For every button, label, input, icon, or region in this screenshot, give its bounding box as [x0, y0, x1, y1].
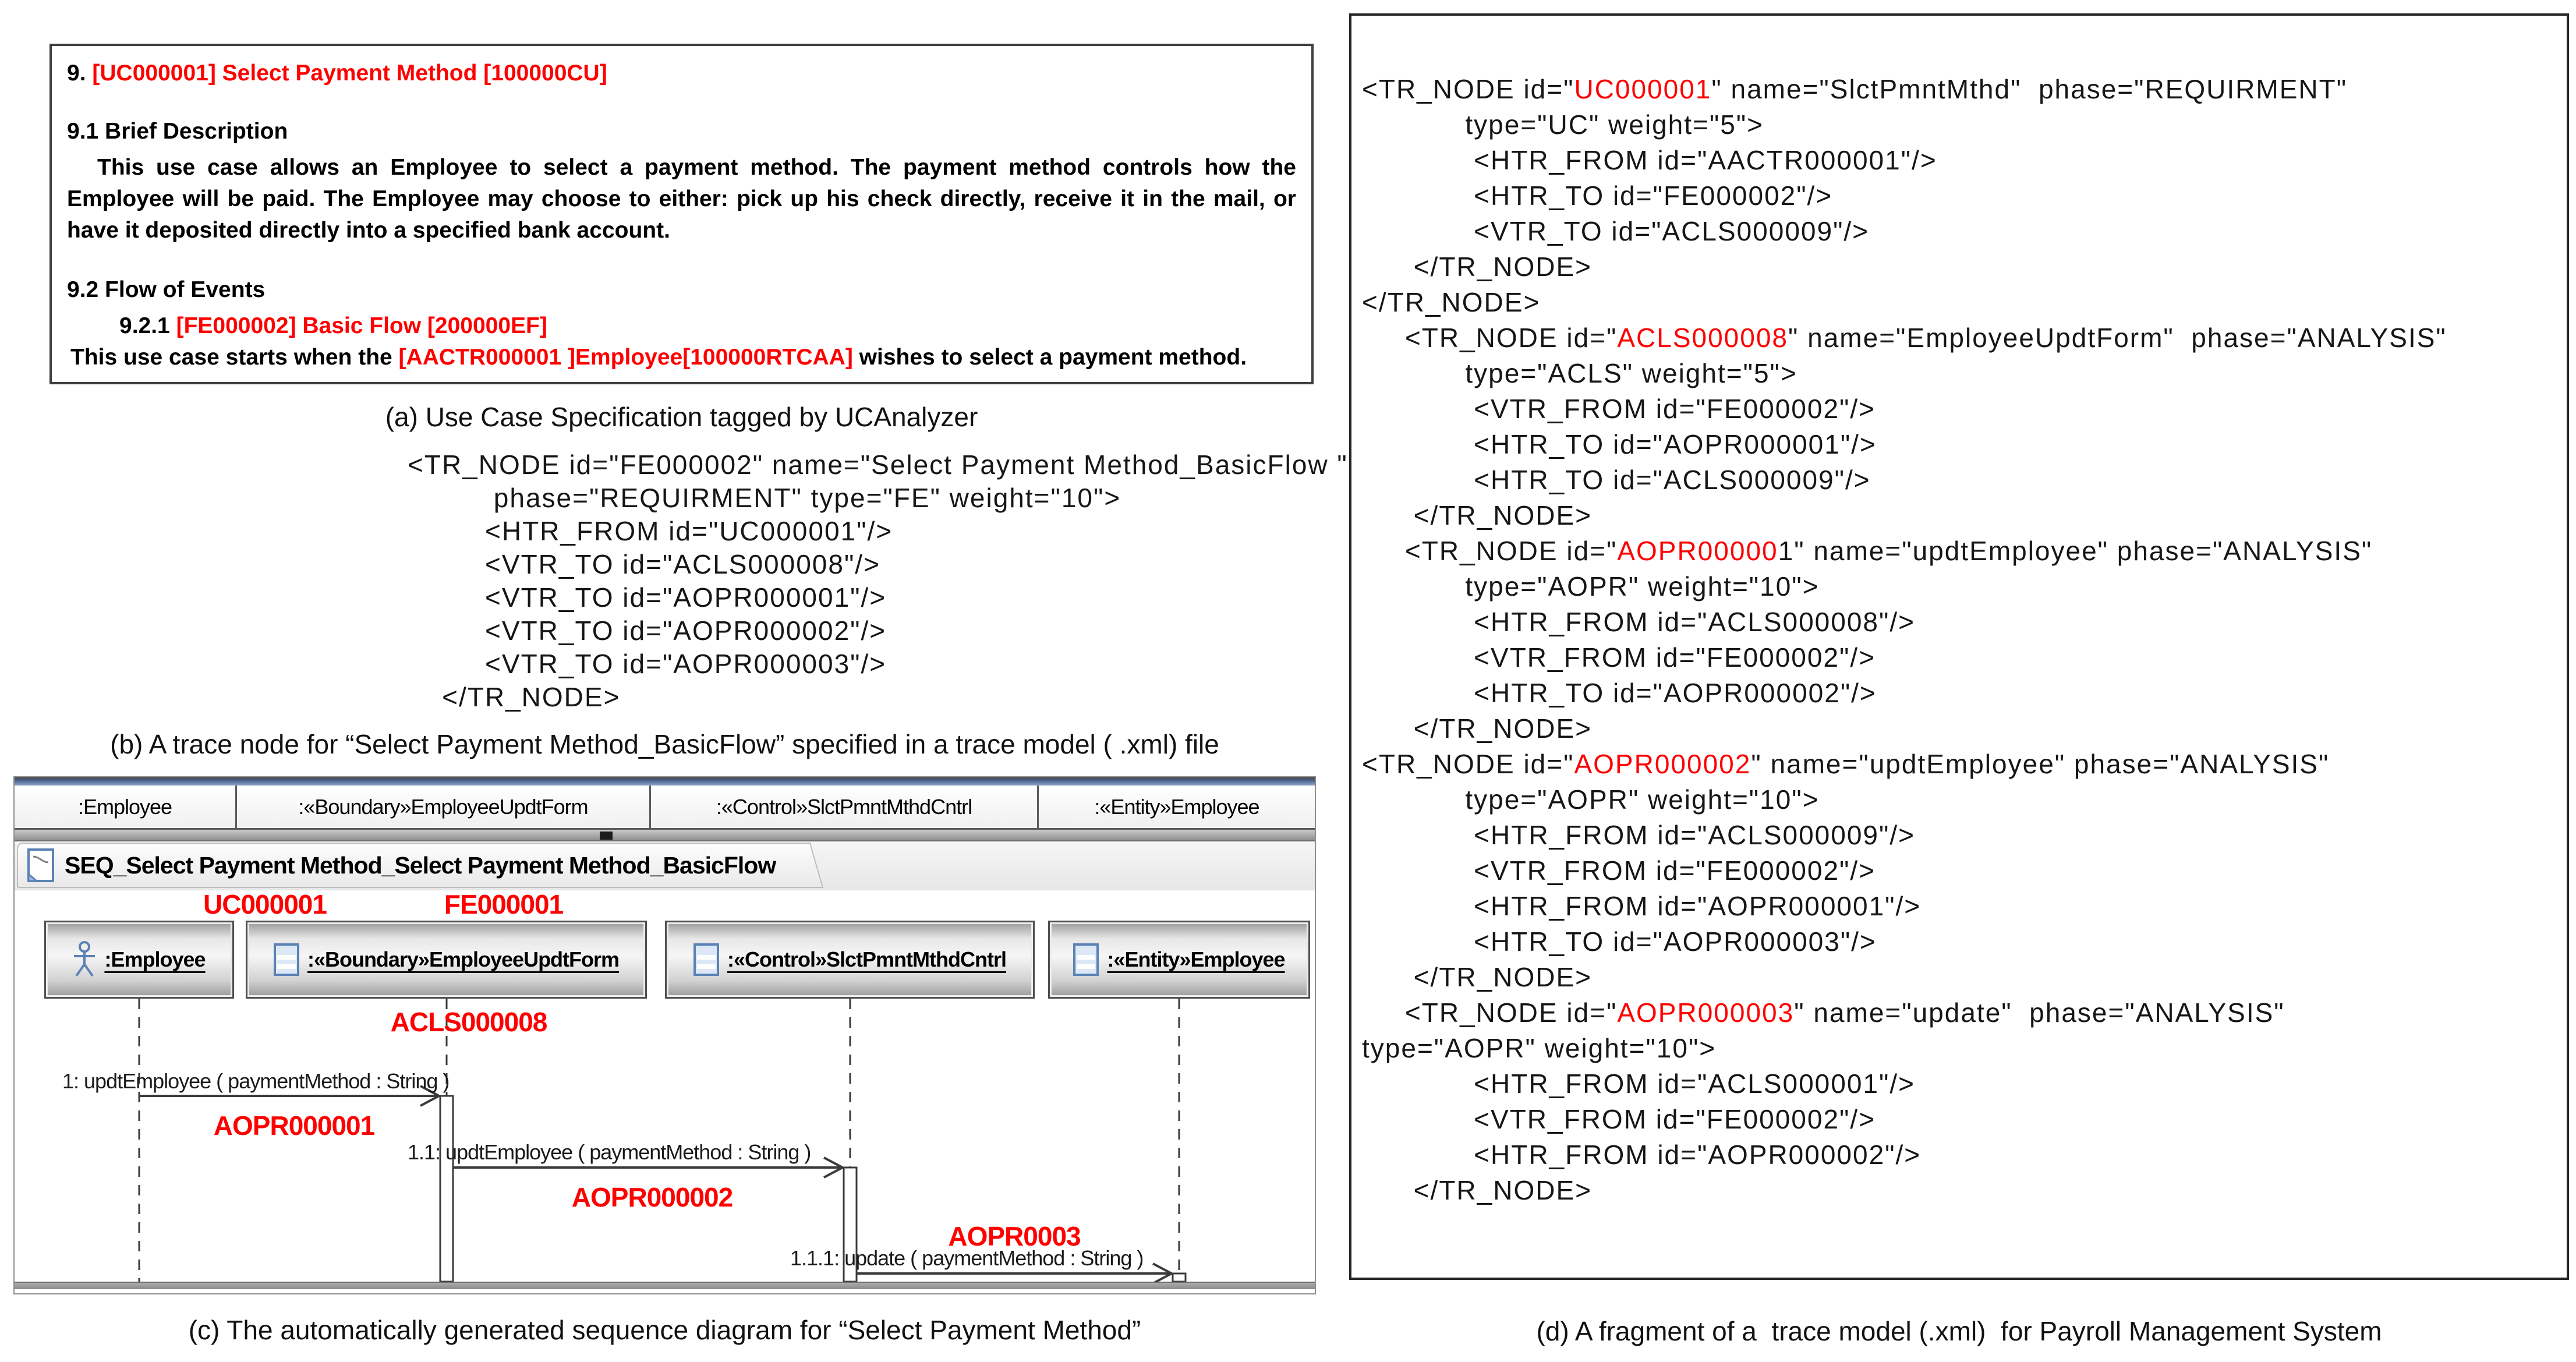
code-line: <HTR_FROM id="ACLS000001"/> [1362, 1069, 1915, 1099]
caption-a: (a) Use Case Specification tagged by UCAnalyzer [385, 402, 978, 432]
class-icon [693, 943, 719, 976]
window-top-strip [15, 777, 1315, 786]
code-line: </TR_NODE> [1362, 1175, 1592, 1205]
trace-node-code [408, 448, 1348, 714]
trace-id-aopr0003: AOPR0003 [948, 1221, 1081, 1251]
class-icon [1073, 943, 1099, 976]
class-icon [274, 943, 299, 976]
actor-icon [73, 941, 96, 978]
code-line: <HTR_FROM id="ACLS000008"/> [1362, 607, 1915, 637]
code-line: <HTR_FROM id="UC000001"/> [408, 516, 893, 546]
trace-id-fe000001: FE000001 [444, 889, 564, 919]
code-line: <TR_NODE id="AOPR000001" name="updtEmployee" phase="ANALYSIS" [1362, 536, 2373, 566]
caption-b: (b) A trace node for “Select Payment Method_BasicFlow” specified in a trace model ( .xml) file [110, 729, 1219, 759]
splitter-bar [15, 830, 1315, 841]
code-line: <VTR_TO id="AOPR000002"/> [408, 615, 887, 646]
code-line: type="AOPR" weight="10"> [1362, 784, 1820, 815]
basic-flow-number: 9.2.1 [119, 313, 176, 338]
activation-boundary [440, 1096, 453, 1282]
code-line: </TR_NODE> [1362, 713, 1592, 744]
horizontal-scrollbar [15, 1282, 1315, 1289]
basic-flow-text: This use case starts when the [AACTR000001 ]Employee[100000RTCAA] wishes to select a payment method. [70, 345, 1247, 370]
code-line: <VTR_TO id="AOPR000003"/> [408, 649, 887, 679]
use-case-number: 9. [67, 61, 93, 86]
code-line: <HTR_TO id="AOPR000002"/> [1362, 678, 1877, 708]
basic-flow-heading [67, 310, 1296, 342]
code-line: <VTR_FROM id="FE000002"/> [1362, 642, 1876, 673]
activation-entity [1173, 1273, 1186, 1282]
code-line: </TR_NODE> [1362, 287, 1541, 317]
use-case-title-tagged: [UC000001] Select Payment Method [100000CU] [92, 61, 607, 86]
use-case-title [67, 58, 1296, 89]
header-control: :«Control»SlctPmntMthdCntrl [651, 786, 1039, 828]
code-line: <HTR_TO id="AOPR000001"/> [1362, 429, 1877, 459]
code-line: type="UC" weight="5"> [1362, 109, 1764, 140]
sequence-diagram-panel [13, 776, 1316, 1294]
message-1-label: 1: updtEmployee ( paymentMethod : String ) [62, 1069, 450, 1093]
code-line: type="ACLS" weight="5"> [1362, 358, 1797, 388]
brief-description-heading: 9.1 Brief Description [67, 119, 288, 144]
flow-of-events-heading: 9.2 Flow of Events [67, 277, 266, 302]
diagram-title: SEQ_Select Payment Method_Select Payment Method_BasicFlow [65, 851, 776, 879]
object-boundary-form: :«Boundary»EmployeeUpdtForm [246, 921, 647, 999]
header-employee: :Employee [15, 786, 237, 828]
code-line: <HTR_FROM id="AOPR000002"/> [1362, 1140, 1922, 1170]
code-line: <HTR_TO id="FE000002"/> [1362, 181, 1833, 211]
code-line: <VTR_FROM id="FE000002"/> [1362, 1104, 1876, 1134]
code-line: type="AOPR" weight="10"> [1362, 1033, 1717, 1063]
code-line: <VTR_FROM id="FE000002"/> [1362, 855, 1876, 886]
use-case-spec-panel [49, 44, 1314, 384]
header-boundary: :«Boundary»EmployeeUpdtForm [237, 786, 651, 828]
object-entity-employee: :«Entity»Employee [1048, 921, 1310, 999]
code-line: <HTR_TO id="ACLS000009"/> [1362, 465, 1871, 495]
caption-c: (c) The automatically generated sequence diagram for “Select Payment Method” [188, 1315, 1141, 1345]
trace-id-uc000001: UC000001 [203, 889, 327, 919]
diagram-canvas [15, 841, 1315, 1293]
code-line: <HTR_FROM id="AACTR000001"/> [1362, 145, 1937, 175]
message-1-1-1-label: 1.1.1: update ( paymentMethod : String ) [790, 1246, 1144, 1270]
trace-id-aopr000001: AOPR000001 [213, 1110, 375, 1141]
object-employee-actor: :Employee [44, 921, 234, 999]
header-entity: :«Entity»Employee [1094, 794, 1259, 819]
message-1-1-label: 1.1: updtEmployee ( paymentMethod : String ) [408, 1140, 811, 1164]
code-line: <HTR_TO id="AOPR000003"/> [1362, 926, 1877, 957]
actor-tag: [AACTR000001 ]Employee[100000RTCAA] [398, 345, 853, 370]
splitter-handle [600, 832, 613, 840]
trace-id-aopr000002: AOPR000002 [571, 1182, 733, 1212]
lifelines-and-messages [15, 841, 1315, 1293]
code-line: </TR_NODE> [1362, 252, 1592, 282]
code-line: </TR_NODE> [1362, 500, 1592, 530]
trace-id-acls000008: ACLS000008 [390, 1007, 547, 1037]
basic-flow-tagged: [FE000002] Basic Flow [200000EF] [176, 313, 547, 338]
trace-model-fragment-panel [1349, 13, 2569, 1280]
code-line: <TR_NODE id="AOPR000002" name="updtEmployee" phase="ANALYSIS" [1362, 749, 2330, 779]
code-line: </TR_NODE> [408, 682, 621, 712]
code-line: <TR_NODE id="FE000002" name="Select Payment Method_BasicFlow " [408, 450, 1348, 480]
brief-description-text: This use case allows an Employee to select a payment method. The payment method controls how the Employee will be paid. The Employee may choose to either: pick up his check directly, receive it in the mail, or have it deposited directly into a specified bank account. [67, 155, 1296, 243]
code-line: <TR_NODE id="AOPR000003" name="update" phase="ANALYSIS" [1362, 997, 2285, 1028]
object-control: :«Control»SlctPmntMthdCntrl [665, 921, 1035, 999]
lifeline-header-row [15, 786, 1315, 830]
code-line: <TR_NODE id="UC000001" name="SlctPmntMthd" phase="REQUIRMENT" [1362, 74, 2348, 104]
code-line: <TR_NODE id="ACLS000008" name="EmployeeUpdtForm" phase="ANALYSIS" [1362, 323, 2447, 353]
code-line: <VTR_TO id="AOPR000001"/> [408, 582, 887, 613]
code-line: <HTR_FROM id="ACLS000009"/> [1362, 820, 1915, 850]
code-line: <VTR_TO id="ACLS000009"/> [1362, 216, 1870, 246]
code-line: <HTR_FROM id="AOPR000001"/> [1362, 891, 1922, 921]
code-line: phase="REQUIRMENT" type="FE" weight="10"> [408, 483, 1121, 513]
code-line: <VTR_TO id="ACLS000008"/> [408, 549, 880, 579]
caption-d: (d) A fragment of a trace model (.xml) for Payroll Management System [1536, 1316, 2382, 1346]
code-line: type="AOPR" weight="10"> [1362, 571, 1820, 602]
code-line: <VTR_FROM id="FE000002"/> [1362, 394, 1876, 424]
code-line: </TR_NODE> [1362, 962, 1592, 992]
